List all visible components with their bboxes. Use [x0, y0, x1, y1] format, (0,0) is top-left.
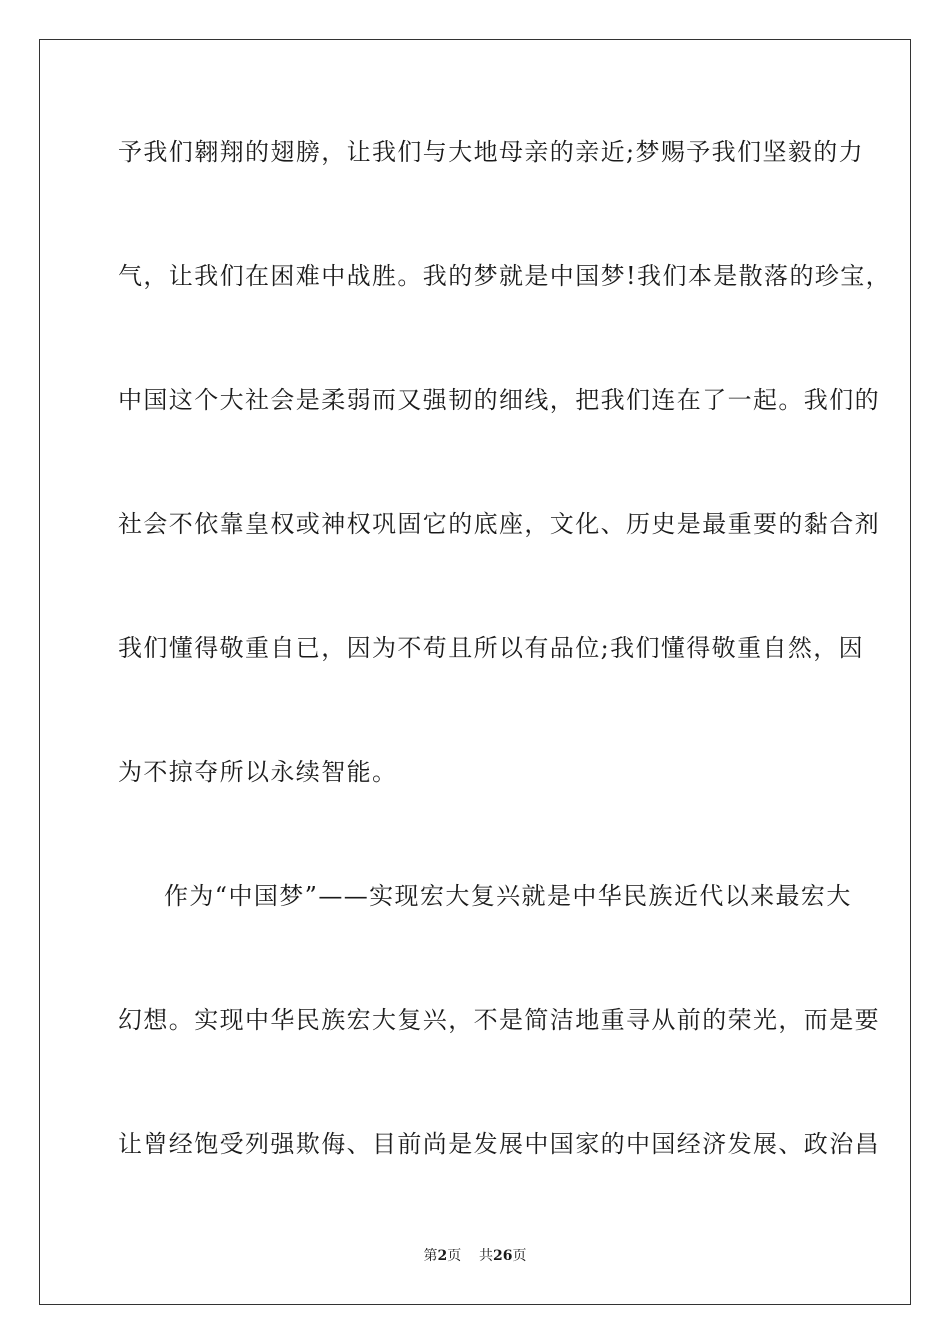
text-line-6: 为不掠夺所以永续智能。: [118, 758, 398, 786]
page-suffix: 页: [447, 1248, 462, 1264]
text-line-1: 予我们翱翔的翅膀，让我们与大地母亲的亲近;梦赐予我们坚毅的力: [118, 138, 865, 166]
page-prefix: 第: [423, 1248, 438, 1264]
total-prefix: 共: [479, 1248, 494, 1264]
total-suffix: 页: [512, 1248, 527, 1264]
text-line-3: 中国这个大社会是柔弱而又强韧的细线，把我们连在了一起。我们的: [118, 386, 880, 414]
total-pages: 26: [493, 1248, 513, 1264]
text-line-8: 幻想。实现中华民族宏大复兴，不是简洁地重寻从前的荣光，而是要: [118, 1006, 880, 1034]
text-line-5: 我们懂得敬重自已，因为不苟且所以有品位;我们懂得敬重自然，因: [118, 634, 865, 662]
page-number: 2: [437, 1248, 448, 1264]
text-line-4: 社会不依靠皇权或神权巩固它的底座，文化、历史是最重要的黏合剂: [118, 510, 880, 538]
text-line-9: 让曾经饱受列强欺侮、目前尚是发展中国家的中国经济发展、政治昌: [118, 1130, 880, 1158]
text-line-2: 气，让我们在困难中战胜。我的梦就是中国梦!我们本是散落的珍宝，: [118, 262, 892, 290]
page-border: [39, 39, 911, 1305]
text-line-7-paragraph-start: 作为“中国梦”——实现宏大复兴就是中华民族近代以来最宏大: [164, 882, 852, 910]
page-footer: [0, 1247, 950, 1265]
